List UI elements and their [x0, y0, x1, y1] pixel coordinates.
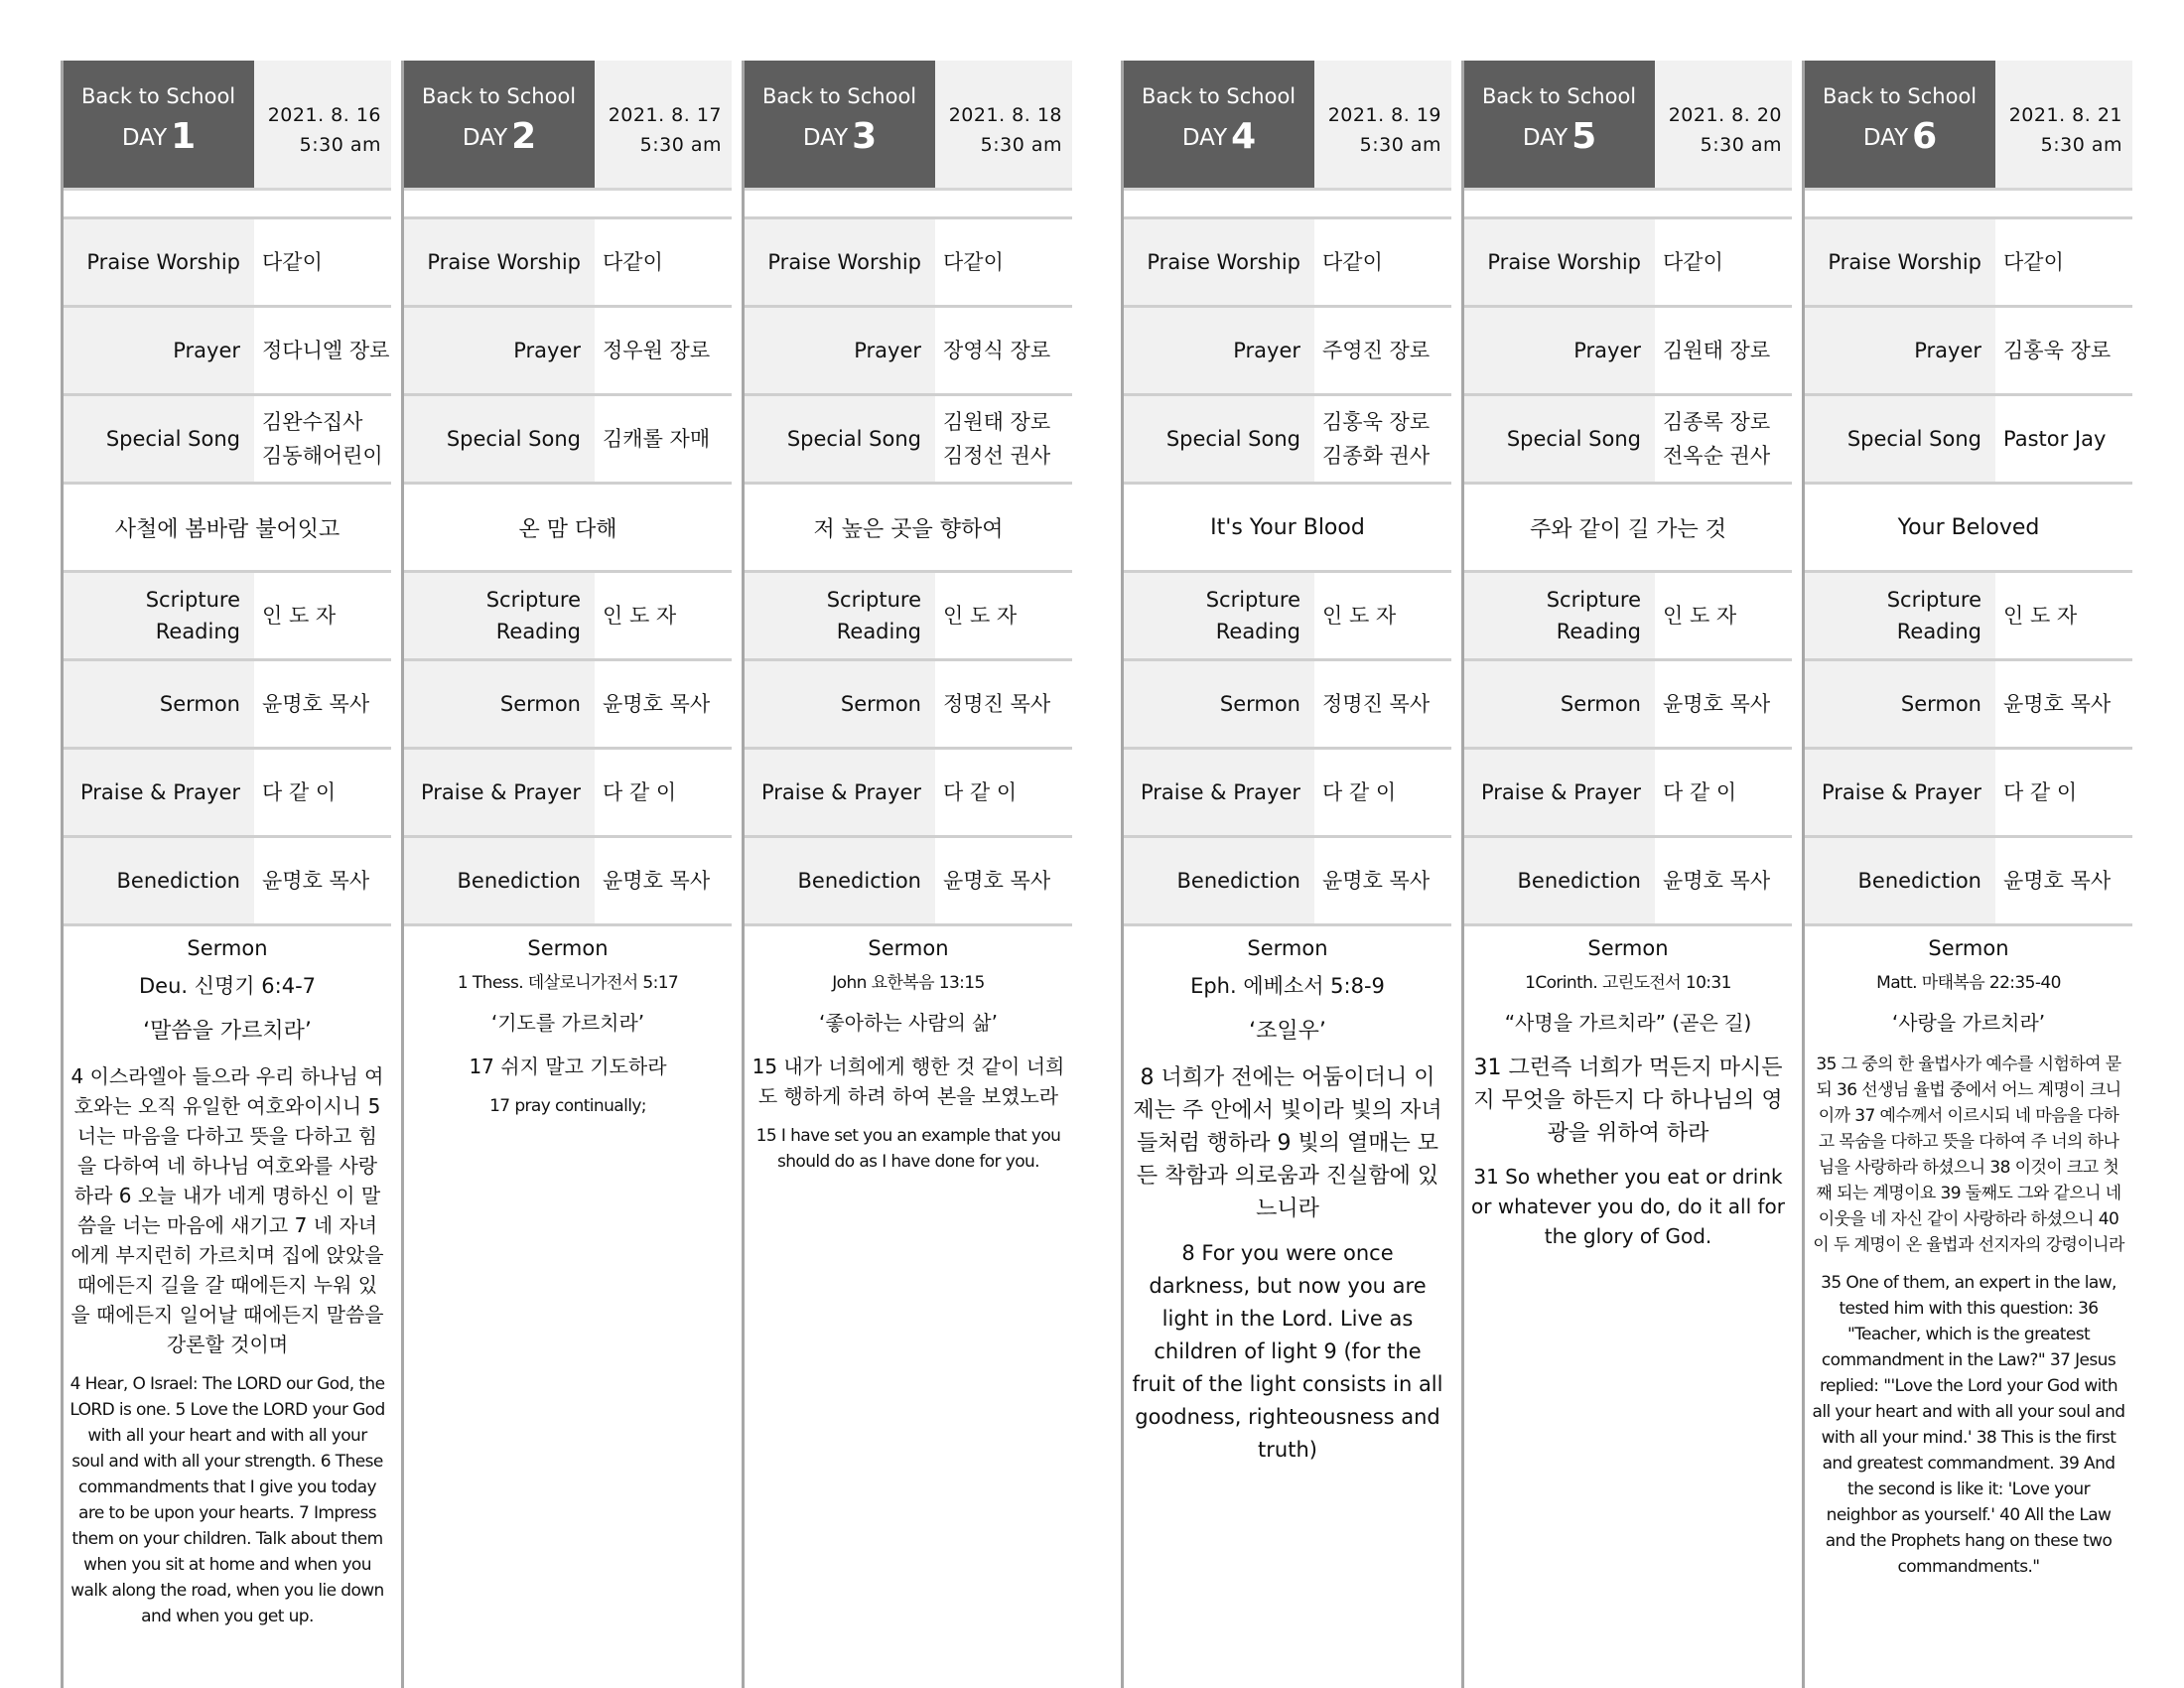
scripture-reading-label-text: [486, 584, 581, 647]
prayer-value: 정다니엘 장로: [262, 339, 390, 362]
prayer-label: Prayer: [1805, 308, 1995, 393]
back-to-school-title: Back to School: [422, 84, 577, 108]
day-word: DAY: [1862, 125, 1909, 151]
sermon-preacher-row: [745, 658, 1072, 747]
scripture-reading-label-line: Scripture: [1886, 588, 1981, 612]
scripture-passage: 15 내가 너희에게 행한 것 같이 너희도 행하게 하려 하여 본을 보였노라: [751, 1055, 1065, 1108]
prayer-label: Prayer: [64, 308, 254, 393]
special-song-value-line: 김종록 장로: [1663, 410, 1771, 434]
back-to-school-title: Back to School: [1142, 84, 1297, 108]
day-date-time: [2009, 100, 2122, 160]
sermon-preacher-row: [1464, 658, 1792, 747]
day-time: 5:30 am: [1700, 134, 1782, 156]
day-label: [1464, 116, 1655, 157]
praise-worship-label: Praise Worship: [64, 219, 254, 305]
scripture-reading-label-text: [1547, 584, 1641, 647]
scripture-reading-row: [745, 570, 1072, 658]
scripture-reading-label-text: [1887, 584, 1981, 647]
benediction-label: Benediction: [745, 838, 935, 923]
benediction-row: [404, 835, 732, 926]
sermon-heading: Sermon: [1928, 936, 2009, 960]
sermon-section: [745, 926, 1072, 1175]
praise-prayer-value: 다 같 이: [603, 780, 677, 804]
scripture-passage: 31 그런즉 너희가 먹든지 마시든지 무엇을 하든지 다 하나님의 영광을 위하여 하라: [1473, 1055, 1783, 1146]
day-header-badge: [1464, 61, 1655, 188]
sermon-preacher-value: 윤명호 목사: [1663, 692, 1771, 716]
day-label: [404, 116, 595, 157]
day-column: [1461, 61, 1792, 1688]
special-song-value: [1655, 396, 1792, 482]
prayer-label: Prayer: [1124, 308, 1314, 393]
praise-worship-row: [404, 216, 732, 305]
back-to-school-title: Back to School: [1823, 84, 1978, 108]
day-time: 5:30 am: [2040, 134, 2122, 156]
scripture-reading-value: 인 도 자: [1663, 604, 1737, 628]
sermon-preacher-label: Sermon: [1464, 661, 1655, 747]
special-song-value-line: 김원태 장로: [943, 410, 1051, 434]
benediction-value: 윤명호 목사: [603, 869, 711, 893]
back-to-school-title: Back to School: [81, 84, 236, 108]
sermon-preacher-value: 윤명호 목사: [603, 692, 711, 716]
praise-worship-row: [1805, 216, 2132, 305]
praise-worship-row: [745, 216, 1072, 305]
special-song-label: Special Song: [64, 396, 254, 482]
benediction-label: Benediction: [1124, 838, 1314, 923]
header-spacer: [745, 188, 1072, 216]
scripture-reading-label: [1124, 573, 1314, 658]
hymn-title: 사철에 봄바람 불어잇고: [64, 482, 391, 570]
day-header: [64, 61, 391, 188]
scripture-reading-row: [404, 570, 732, 658]
praise-worship-label: Praise Worship: [404, 219, 595, 305]
prayer-row: [745, 305, 1072, 393]
day-word: DAY: [1522, 125, 1569, 151]
scripture-reading-label: [64, 573, 254, 658]
hymn-title: 온 맘 다해: [404, 482, 732, 570]
praise-prayer-row: [745, 747, 1072, 835]
day-date: 2021. 8. 17: [608, 104, 722, 126]
sermon-preacher-label: Sermon: [1805, 661, 1995, 747]
praise-worship-row: [1124, 216, 1451, 305]
scripture-passage: 4 이스라엘아 들으라 우리 하나님 여호와는 오직 유일한 여호와이시니 5 너는 마음을 다하고 뜻을 다하고 힘을 다하여 네 하나님 여호와를 사랑하라 6 오늘 내가 네게 명하신 이 말씀을 너는 마음에 새기고 7 네 자녀에게 부지런히 가르치며 집에 앉았을 때에든지 길을 갈 때에든지 누워 있을 때에든지 일어날 때에든지 말씀을 강론할 것이며: [70, 1064, 384, 1356]
praise-prayer-value: 다 같 이: [943, 780, 1018, 804]
sermon-title: ‘사랑을 가르치라’: [1891, 1011, 2046, 1035]
sermon-heading: Sermon: [187, 936, 268, 960]
sermon-preacher-row: [1124, 658, 1451, 747]
day-date-time: [1669, 100, 1782, 160]
sermon-preacher-row: [1805, 658, 2132, 747]
scripture-passage: 8 너희가 전에는 어둠이더니 이제는 주 안에서 빛이라 빛의 자녀들처럼 행하라 9 빛의 열매는 모든 착함과 의로움과 진실함에 있느니라: [1133, 1065, 1442, 1221]
day-header: [1464, 61, 1792, 188]
day-time: 5:30 am: [1359, 134, 1441, 156]
benediction-label: Benediction: [1805, 838, 1995, 923]
benediction-label: Benediction: [1464, 838, 1655, 923]
sermon-preacher-row: [64, 658, 391, 747]
special-song-value: [254, 396, 391, 482]
sermon-title: ‘말씀을 가르치라’: [143, 1019, 312, 1044]
benediction-value: 윤명호 목사: [1322, 869, 1431, 893]
sermon-preacher-value: 윤명호 목사: [2003, 692, 2112, 716]
prayer-row: [1805, 305, 2132, 393]
header-spacer: [1464, 188, 1792, 216]
special-song-row: [64, 393, 391, 482]
special-song-row: [1805, 393, 2132, 482]
day-date: 2021. 8. 16: [267, 104, 381, 126]
special-song-value: [595, 396, 732, 482]
day-date: 2021. 8. 21: [2008, 104, 2122, 126]
scripture-reference: Deu. 신명기 6:4-7: [138, 974, 317, 998]
praise-worship-row: [1464, 216, 1792, 305]
sermon-title: ‘조일우’: [1249, 1019, 1326, 1044]
sermon-preacher-row: [404, 658, 732, 747]
scripture-reading-label: [404, 573, 595, 658]
day-word: DAY: [1181, 125, 1228, 151]
praise-prayer-row: [404, 747, 732, 835]
sermon-preacher-value: 정명진 목사: [943, 692, 1051, 716]
header-spacer: [1124, 188, 1451, 216]
scripture-reading-row: [1805, 570, 2132, 658]
scripture-reading-label: [745, 573, 935, 658]
day-date-time: [1328, 100, 1441, 160]
benediction-value: 윤명호 목사: [1663, 869, 1771, 893]
day-number: 6: [1912, 116, 1938, 157]
special-song-value: [1314, 396, 1451, 482]
special-song-value-line: Pastor Jay: [2003, 427, 2107, 451]
scripture-passage: 35 그 중의 한 율법사가 예수를 시험하여 묻되 36 선생님 율법 중에서 어느 계명이 크니이까 37 예수께서 이르시되 네 마음을 다하고 목숨을 다하고 뜻을 다하여 주 너의 하나님을 사랑하라 하셨으니 38 이것이 크고 첫째 되는 계명이요 39 둘째도 그와 같으니 네 이웃을 네 자신 같이 사랑하라 하셨으니 40 이 두 계명이 온 율법과 선지자의 강령이니라: [1813, 1055, 2124, 1255]
sermon-title: “사명을 가르치라” (곧은 길): [1504, 1011, 1752, 1035]
scripture-reading-label-text: [146, 584, 240, 647]
day-header: [745, 61, 1072, 188]
prayer-value: 장영식 장로: [943, 339, 1051, 362]
day-label: [1124, 116, 1314, 157]
sermon-heading: Sermon: [1247, 936, 1328, 960]
sermon-heading: Sermon: [868, 936, 949, 960]
special-song-label: Special Song: [1464, 396, 1655, 482]
praise-worship-label: Praise Worship: [1805, 219, 1995, 305]
prayer-label: Prayer: [1464, 308, 1655, 393]
scripture-reference: Eph. 에베소서 5:8-9: [1190, 974, 1385, 998]
day-number: 3: [852, 116, 878, 157]
sermon-section: [1124, 926, 1451, 1467]
praise-prayer-label: Praise & Prayer: [1124, 750, 1314, 835]
praise-worship-value: 다같이: [2003, 250, 2064, 274]
benediction-label: Benediction: [404, 838, 595, 923]
prayer-value: 주영진 장로: [1322, 339, 1431, 362]
praise-worship-value: 다같이: [943, 250, 1004, 274]
header-spacer: [1805, 188, 2132, 216]
day-number: 5: [1571, 116, 1597, 157]
scripture-reading-label-line: Scripture: [826, 588, 921, 612]
praise-worship-label: Praise Worship: [1124, 219, 1314, 305]
praise-prayer-label: Praise & Prayer: [745, 750, 935, 835]
benediction-value: 윤명호 목사: [943, 869, 1051, 893]
scripture-reading-value: 인 도 자: [603, 604, 677, 628]
praise-prayer-row: [1464, 747, 1792, 835]
day-date-time: [268, 100, 381, 160]
special-song-value: [935, 396, 1072, 482]
benediction-row: [745, 835, 1072, 926]
praise-worship-row: [64, 216, 391, 305]
sermon-preacher-label: Sermon: [64, 661, 254, 747]
sermon-heading: Sermon: [527, 936, 609, 960]
scripture-reading-label-line: Reading: [155, 620, 240, 643]
scripture-reading-value: 인 도 자: [1322, 604, 1397, 628]
day-label: [745, 116, 935, 157]
special-song-label: Special Song: [745, 396, 935, 482]
benediction-row: [1124, 835, 1451, 926]
sermon-preacher-label: Sermon: [404, 661, 595, 747]
praise-prayer-value: 다 같 이: [1322, 780, 1397, 804]
benediction-row: [1464, 835, 1792, 926]
scripture-reading-label-line: Scripture: [145, 588, 240, 612]
day-header-badge: [1805, 61, 1995, 188]
special-song-value-line: 김종화 권사: [1322, 444, 1431, 468]
scripture-reference: 1 Thess. 데살로니가전서 5:17: [457, 973, 679, 993]
sermon-title: ‘기도를 가르치라’: [490, 1011, 645, 1035]
special-song-value-line: 김동해어린이: [262, 444, 383, 468]
scripture-passage: 31 So whether you eat or drink or whatever you do, do it all for the glory of God.: [1471, 1165, 1785, 1248]
sermon-section: [64, 926, 391, 1629]
scripture-reference: Matt. 마태복음 22:35-40: [1876, 973, 2061, 993]
praise-prayer-value: 다 같 이: [262, 780, 337, 804]
scripture-reading-value: 인 도 자: [943, 604, 1018, 628]
day-date-time: [609, 100, 722, 160]
day-word: DAY: [462, 125, 508, 151]
sermon-section: [1805, 926, 2132, 1580]
day-header: [1124, 61, 1451, 188]
scripture-reading-label-line: Scripture: [1205, 588, 1300, 612]
scripture-reading-value: 인 도 자: [2003, 604, 2078, 628]
scripture-reading-label-line: Scripture: [1546, 588, 1641, 612]
scripture-passage: 4 Hear, O Israel: The LORD our God, the LORD is one. 5 Love the LORD your God with all your heart and with all your soul and with all your strength. 6 These commandments that I give you today are to be upon your hearts. 7 Impress them on your children. Talk about them when you sit at home and when you walk along the road, when you lie down and when you get up.: [69, 1374, 385, 1626]
scripture-reading-label-line: Reading: [836, 620, 921, 643]
scripture-passage: 17 pray continually;: [489, 1096, 646, 1116]
praise-worship-value: 다같이: [1663, 250, 1723, 274]
scripture-passage: 35 One of them, an expert in the law, tested him with this question: 36 "Teacher, which is the greatest commandment in the Law?" 37 Jesus replied: "'Love the Lord your God with all your heart and with all your soul and with all your mind.' 38 This is the first and greatest commandment. 39 And the second is like it: 'Love your neighbor as yourself.' 40 All the Law and the Prophets hang on these two commandments.": [1812, 1273, 2125, 1577]
day-column: [61, 61, 391, 1688]
scripture-reading-label-line: Reading: [1896, 620, 1981, 643]
scripture-reading-label-line: Scripture: [485, 588, 581, 612]
scripture-passage: 8 For you were once darkness, but now you are light in the Lord. Live as children of light 9 (for the fruit of the light consists in all goodness, righteousness and truth): [1132, 1241, 1443, 1462]
benediction-row: [1805, 835, 2132, 926]
scripture-reading-label-line: Reading: [495, 620, 581, 643]
praise-worship-label: Praise Worship: [1464, 219, 1655, 305]
day-header: [404, 61, 732, 188]
sermon-preacher-label: Sermon: [1124, 661, 1314, 747]
special-song-row: [404, 393, 732, 482]
special-song-value-line: 김완수집사: [262, 410, 363, 434]
scripture-reading-label-line: Reading: [1215, 620, 1300, 643]
praise-prayer-value: 다 같 이: [2003, 780, 2078, 804]
prayer-label: Prayer: [404, 308, 595, 393]
day-date: 2021. 8. 20: [1668, 104, 1782, 126]
header-spacer: [64, 188, 391, 216]
day-label: [1805, 116, 1995, 157]
day-number: 4: [1231, 116, 1257, 157]
scripture-reading-row: [1464, 570, 1792, 658]
sermon-preacher-label: Sermon: [745, 661, 935, 747]
benediction-label: Benediction: [64, 838, 254, 923]
praise-worship-label: Praise Worship: [745, 219, 935, 305]
scripture-reference: 1Corinth. 고린도전서 10:31: [1525, 973, 1731, 993]
praise-prayer-label: Praise & Prayer: [404, 750, 595, 835]
praise-prayer-label: Praise & Prayer: [64, 750, 254, 835]
prayer-row: [64, 305, 391, 393]
hymn-title: 주와 같이 길 가는 것: [1464, 482, 1792, 570]
day-header-badge: [64, 61, 254, 188]
scripture-reference: John 요한복음 13:15: [832, 973, 985, 993]
scripture-reading-row: [64, 570, 391, 658]
day-header-badge: [745, 61, 935, 188]
prayer-value: 정우원 장로: [603, 339, 711, 362]
back-to-school-title: Back to School: [1482, 84, 1637, 108]
day-time: 5:30 am: [299, 134, 381, 156]
day-date-time: [949, 100, 1062, 160]
day-column: [401, 61, 732, 1688]
prayer-value: 김원태 장로: [1663, 339, 1771, 362]
day-header: [1805, 61, 2132, 188]
scripture-passage: 15 I have set you an example that you should do as I have done for you.: [755, 1126, 1061, 1172]
praise-prayer-row: [1805, 747, 2132, 835]
sermon-title: ‘좋아하는 사람의 삶’: [819, 1011, 998, 1035]
day-date: 2021. 8. 19: [1327, 104, 1441, 126]
day-number: 2: [511, 116, 537, 157]
scripture-reading-label-text: [1206, 584, 1300, 647]
benediction-value: 윤명호 목사: [262, 869, 370, 893]
day-time: 5:30 am: [639, 134, 722, 156]
praise-prayer-row: [1124, 747, 1451, 835]
day-date: 2021. 8. 18: [948, 104, 1062, 126]
special-song-label: Special Song: [1805, 396, 1995, 482]
sermon-heading: Sermon: [1587, 936, 1669, 960]
day-column: [1121, 61, 1451, 1688]
praise-prayer-value: 다 같 이: [1663, 780, 1737, 804]
special-song-label: Special Song: [404, 396, 595, 482]
hymn-title: Your Beloved: [1805, 482, 2132, 570]
prayer-row: [404, 305, 732, 393]
hymn-title: It's Your Blood: [1124, 482, 1451, 570]
scripture-reading-row: [1124, 570, 1451, 658]
day-header-badge: [404, 61, 595, 188]
benediction-row: [64, 835, 391, 926]
day-word: DAY: [121, 125, 168, 151]
special-song-row: [745, 393, 1072, 482]
scripture-reading-label: [1805, 573, 1995, 658]
day-header-badge: [1124, 61, 1314, 188]
praise-prayer-label: Praise & Prayer: [1464, 750, 1655, 835]
prayer-row: [1464, 305, 1792, 393]
day-time: 5:30 am: [980, 134, 1062, 156]
scripture-reading-label: [1464, 573, 1655, 658]
scripture-reading-label-line: Reading: [1556, 620, 1641, 643]
header-spacer: [404, 188, 732, 216]
prayer-row: [1124, 305, 1451, 393]
prayer-label: Prayer: [745, 308, 935, 393]
sermon-section: [1464, 926, 1792, 1251]
praise-prayer-label: Praise & Prayer: [1805, 750, 1995, 835]
day-word: DAY: [802, 125, 849, 151]
praise-prayer-row: [64, 747, 391, 835]
day-number: 1: [171, 116, 197, 157]
special-song-label: Special Song: [1124, 396, 1314, 482]
day-column: [1802, 61, 2132, 1688]
benediction-value: 윤명호 목사: [2003, 869, 2112, 893]
special-song-row: [1124, 393, 1451, 482]
special-song-value-line: 전옥순 권사: [1663, 444, 1771, 468]
special-song-value-line: 김정선 권사: [943, 444, 1051, 468]
praise-worship-value: 다같이: [1322, 250, 1383, 274]
scripture-reading-label-text: [827, 584, 921, 647]
praise-worship-value: 다같이: [262, 250, 323, 274]
praise-worship-value: 다같이: [603, 250, 663, 274]
scripture-reading-value: 인 도 자: [262, 604, 337, 628]
sermon-section: [404, 926, 732, 1119]
special-song-row: [1464, 393, 1792, 482]
special-song-value-line: 김캐롤 자매: [603, 427, 711, 451]
sermon-preacher-value: 윤명호 목사: [262, 692, 370, 716]
special-song-value-line: 김홍욱 장로: [1322, 410, 1431, 434]
sermon-preacher-value: 정명진 목사: [1322, 692, 1431, 716]
day-label: [64, 116, 254, 157]
special-song-value: [1995, 396, 2132, 482]
back-to-school-title: Back to School: [762, 84, 917, 108]
hymn-title: 저 높은 곳을 향하여: [745, 482, 1072, 570]
prayer-value: 김홍욱 장로: [2003, 339, 2112, 362]
scripture-passage: 17 쉬지 말고 기도하라: [469, 1055, 667, 1078]
day-column: [742, 61, 1072, 1688]
